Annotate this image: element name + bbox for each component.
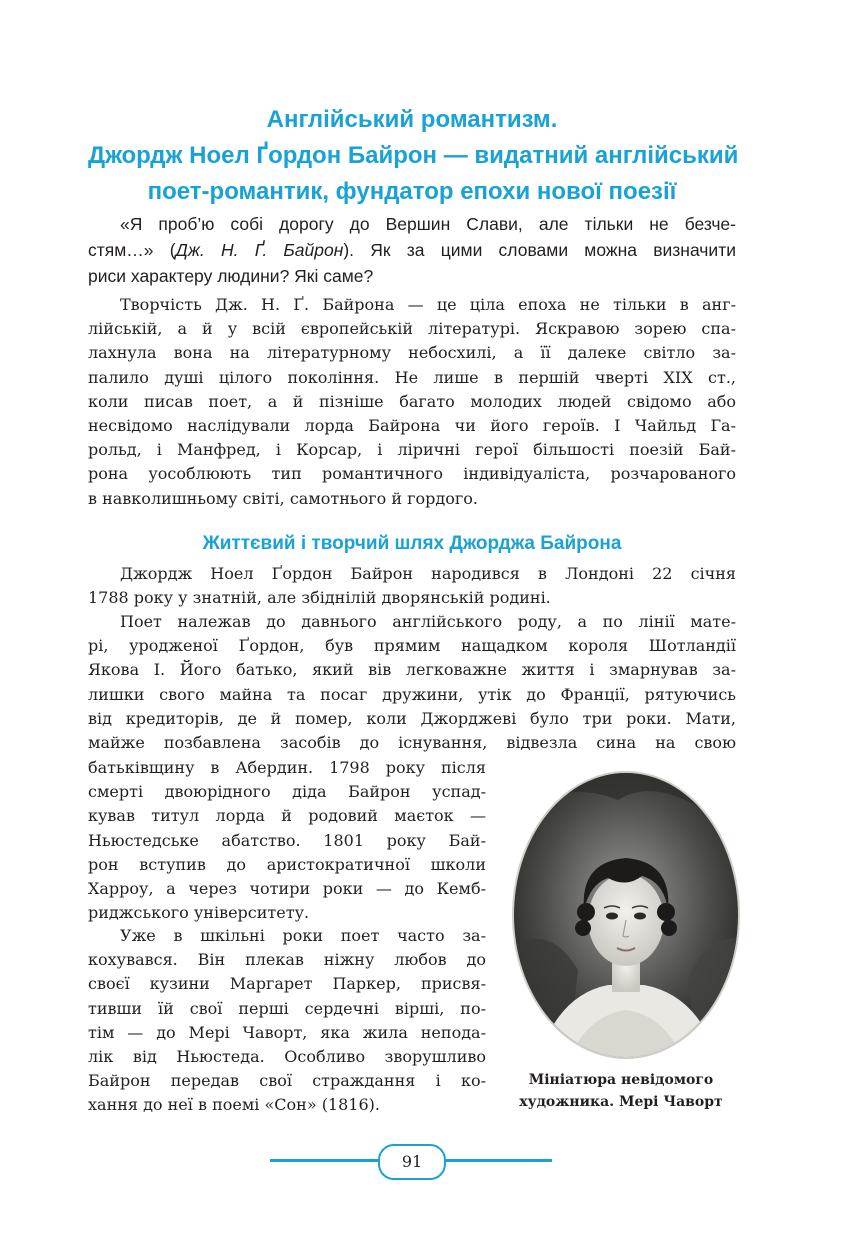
epigraph-line-3: риси характеру людини? Які саме? bbox=[88, 266, 374, 286]
text-line: в навколишньому світі, самотнього й гордого. bbox=[88, 488, 478, 508]
portrait-miniature bbox=[508, 770, 744, 1060]
text-line: рі, уродженої Ґордон, був прямим нащадком короля Шотландії bbox=[88, 636, 736, 656]
text-line: Уже в шкільні роки поет часто за- bbox=[120, 926, 486, 945]
text-line: Харроу, а через чотири роки — до Кемб- bbox=[88, 879, 486, 899]
portrait-image bbox=[508, 770, 744, 1060]
text-line: Якова І. Його батько, який вів легковажне життя і змарнував за- bbox=[88, 660, 736, 680]
title-line-3: поет-романтик, фундатор епохи нової поезії bbox=[147, 178, 677, 205]
text-line: від кредиторів, де й помер, коли Джорджеві було три роки. Мати, bbox=[88, 708, 736, 728]
epigraph-line-2 bbox=[88, 237, 736, 263]
text-line: смерті двоюрідного діда Байрон успад- bbox=[88, 782, 486, 802]
epigraph-line-1: «Я проб’ю собі дорогу до Вершин Слави, але тільки не безче- bbox=[120, 214, 736, 234]
text-line: рон вступив до аристократичної школи bbox=[88, 854, 486, 874]
text-line: Байрон передав свої страждання і ко- bbox=[88, 1071, 486, 1091]
paragraph-family bbox=[88, 610, 736, 755]
text-line: майже позбавлена засобів до існування, відвезла сина на свою bbox=[88, 733, 736, 753]
epigraph-author: Дж. Н. Ґ. Байрон bbox=[175, 240, 344, 260]
text-line: кував титул лорда й родовий маєток — bbox=[88, 806, 486, 826]
text-line: лійській, а й у всій європейській літературі. Яскравою зорею спа- bbox=[88, 319, 736, 339]
text-line: 1788 року у знатній, але збіднілій дворянській родині. bbox=[88, 588, 551, 608]
text-line: тивши їй свої перші сердечні вірші, по- bbox=[88, 998, 486, 1018]
text-line: рольд, і Манфред, і Корсар, і ліричні герої більшості поезій Бай- bbox=[88, 440, 736, 460]
epigraph-question bbox=[88, 211, 736, 289]
chapter-title bbox=[88, 102, 739, 210]
paragraph-intro bbox=[88, 293, 736, 511]
epigraph-text: стям…» ( bbox=[88, 240, 176, 260]
figure-caption bbox=[490, 1069, 752, 1113]
text-line: своєї кузини Маргарет Паркер, присвя- bbox=[88, 974, 486, 994]
epigraph-text: ). Як за цими словами можна визначити bbox=[343, 240, 736, 260]
text-line: Творчість Дж. Н. Ґ. Байрона — це ціла епоха не тільки в анг- bbox=[120, 295, 736, 314]
paragraph-family-continued bbox=[88, 756, 486, 925]
text-line: лишки свого майна та посаг дружини, утік до Франції, рятуючись bbox=[88, 684, 736, 704]
caption-line-1: Мініатюра невідомого bbox=[528, 1072, 714, 1088]
paragraph-love bbox=[88, 924, 486, 1118]
title-line-2: Джордж Ноел Ґордон Байрон — видатний англійський bbox=[88, 142, 739, 169]
text-line: несвідомо наслідували лорда Байрона чи його героїв. І Чайльд Га- bbox=[88, 416, 736, 436]
section-heading: Життєвий і творчий шлях Джорджа Байрона bbox=[202, 533, 622, 554]
text-line: хання до неї в поемі «Сон» (1816). bbox=[88, 1095, 380, 1115]
text-line: рона уособлюють тип романтичного індивідуаліста, розчарованого bbox=[88, 464, 736, 484]
text-line: палило душі цілого покоління. Не лише в першій чверті XIX ст., bbox=[88, 367, 736, 387]
title-line-1: Англійський романтизм. bbox=[266, 106, 558, 133]
text-line: Ньюстедське абатство. 1801 року Бай- bbox=[88, 830, 486, 850]
text-line: кохувався. Він плекав ніжну любов до bbox=[88, 950, 486, 970]
text-line: риджського університету. bbox=[88, 903, 310, 923]
page-number: 91 bbox=[378, 1144, 446, 1180]
text-line: Поет належав до давнього англійського роду, а по лінії мате- bbox=[120, 612, 736, 631]
text-line: Джордж Ноел Ґордон Байрон народився в Лондоні 22 січня bbox=[120, 564, 736, 583]
text-line: лік від Ньюстеда. Особливо зворушливо bbox=[88, 1047, 486, 1067]
text-line: тім — до Мері Чаворт, яка жила непода- bbox=[88, 1022, 486, 1042]
text-line: лахнула вона на літературному небосхилі, а її далеке світло за- bbox=[88, 343, 736, 363]
caption-line-2: художника. Мері Чаворт bbox=[519, 1094, 723, 1110]
text-line: батьківщину в Абердин. 1798 року після bbox=[88, 758, 486, 777]
textbook-page bbox=[88, 0, 739, 1247]
text-line: коли писав поет, а й пізніше багато молодих людей свідомо або bbox=[88, 391, 736, 411]
paragraph-birth bbox=[88, 562, 736, 610]
